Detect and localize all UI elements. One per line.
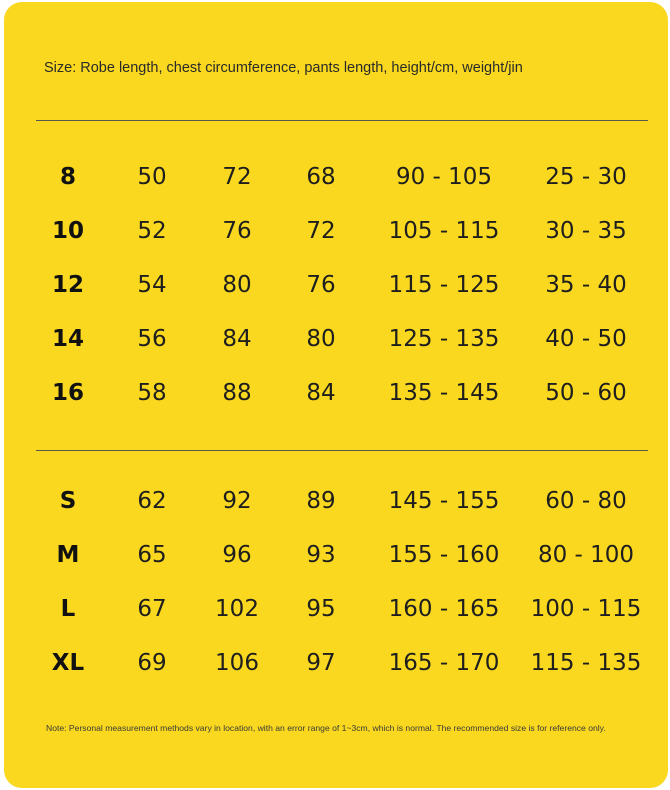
height-range: 145 - 155	[388, 488, 500, 514]
height-range: 105 - 115	[388, 218, 500, 244]
weight-range: 60 - 80	[545, 488, 627, 514]
pants-length: 89	[306, 488, 336, 514]
size-label: 12	[51, 272, 84, 298]
chest-circumference: 102	[215, 596, 259, 622]
robe-length: 62	[137, 488, 167, 514]
middle-divider	[36, 450, 648, 451]
chest-circumference: 76	[222, 218, 252, 244]
chest-circumference: 92	[222, 488, 252, 514]
height-range: 135 - 145	[388, 380, 500, 406]
height-range: 160 - 165	[388, 596, 500, 622]
weight-range: 30 - 35	[545, 218, 627, 244]
size-label: 14	[51, 326, 84, 352]
height-range: 90 - 105	[395, 164, 493, 190]
weight-range: 100 - 115	[530, 596, 642, 622]
table-row	[4, 636, 668, 690]
size-chart-header: Size: Robe length, chest circumference, pants length, height/cm, weight/jin	[44, 60, 523, 76]
robe-length: 52	[137, 218, 167, 244]
size-label: 16	[51, 380, 84, 406]
top-divider	[36, 120, 648, 121]
height-range: 155 - 160	[388, 542, 500, 568]
size-chart-card	[4, 2, 668, 788]
robe-length: 58	[137, 380, 167, 406]
size-label: L	[60, 596, 76, 622]
table-row	[4, 312, 668, 366]
adult-size-table	[4, 474, 668, 690]
pants-length: 93	[306, 542, 336, 568]
weight-range: 40 - 50	[545, 326, 627, 352]
robe-length: 50	[137, 164, 167, 190]
chest-circumference: 106	[215, 650, 259, 676]
pants-length: 95	[306, 596, 336, 622]
weight-range: 35 - 40	[545, 272, 627, 298]
table-row	[4, 582, 668, 636]
table-row	[4, 528, 668, 582]
pants-length: 84	[306, 380, 336, 406]
size-label: 8	[59, 164, 76, 190]
robe-length: 69	[137, 650, 167, 676]
pants-length: 72	[306, 218, 336, 244]
table-row	[4, 366, 668, 420]
pants-length: 97	[306, 650, 336, 676]
weight-range: 25 - 30	[545, 164, 627, 190]
size-label: XL	[51, 650, 85, 676]
weight-range: 50 - 60	[545, 380, 627, 406]
table-row	[4, 474, 668, 528]
robe-length: 56	[137, 326, 167, 352]
robe-length: 67	[137, 596, 167, 622]
size-label: M	[56, 542, 80, 568]
size-label: S	[59, 488, 77, 514]
table-row	[4, 150, 668, 204]
chest-circumference: 72	[222, 164, 252, 190]
height-range: 125 - 135	[388, 326, 500, 352]
size-label: 10	[51, 218, 84, 244]
chest-circumference: 84	[222, 326, 252, 352]
table-row	[4, 204, 668, 258]
table-row	[4, 258, 668, 312]
height-range: 115 - 125	[388, 272, 500, 298]
chest-circumference: 88	[222, 380, 252, 406]
measurement-note: Note: Personal measurement methods vary in location, with an error range of 1~3cm, which is normal. The recommended size is for reference only.	[46, 723, 606, 733]
weight-range: 80 - 100	[537, 542, 635, 568]
chest-circumference: 80	[222, 272, 252, 298]
kids-size-table	[4, 150, 668, 420]
chest-circumference: 96	[222, 542, 252, 568]
height-range: 165 - 170	[388, 650, 500, 676]
pants-length: 68	[306, 164, 336, 190]
weight-range: 115 - 135	[530, 650, 642, 676]
robe-length: 65	[137, 542, 167, 568]
pants-length: 80	[306, 326, 336, 352]
robe-length: 54	[137, 272, 167, 298]
pants-length: 76	[306, 272, 336, 298]
